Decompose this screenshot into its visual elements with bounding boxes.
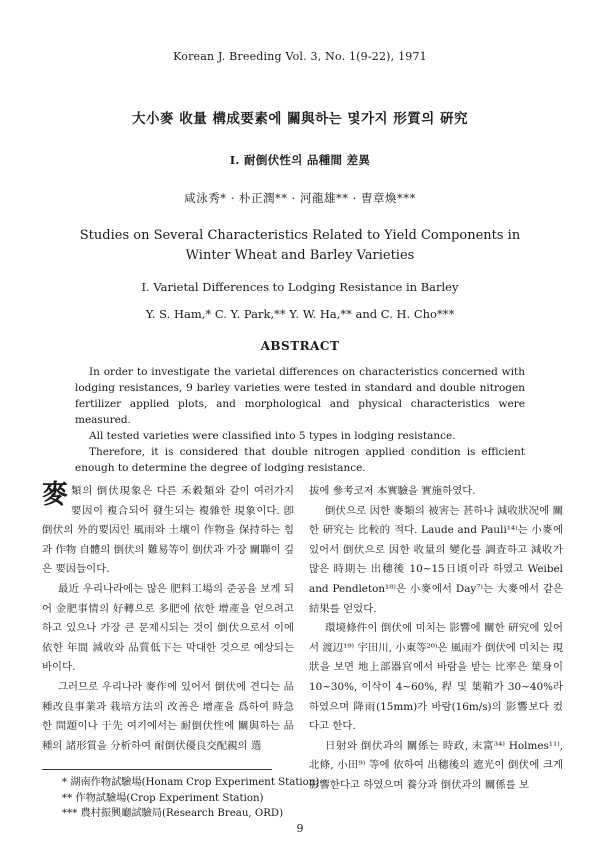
footnote: * 湖南作物試驗場(Honam Crop Experiment Station) <box>62 777 320 788</box>
footnote: ** 作物試驗場(Crop Experiment Station) <box>62 792 264 804</box>
english-title-line-2: Winter Wheat and Barley Varieties <box>185 248 415 263</box>
abstract-paragraph: All tested varieties were classified into 5 types in lodging resistance. <box>89 430 456 442</box>
english-title <box>0 226 600 266</box>
drop-cap: 麥 <box>42 480 69 510</box>
body-paragraph <box>42 482 294 580</box>
abstract-heading: ABSTRACT <box>260 339 340 353</box>
korean-authors: 咸泳秀* · 朴正潤** · 河龍雄** · 曺章煥*** <box>184 191 416 205</box>
abstract-paragraph: In order to investigate the varietal differences on characteristics concerned with lodging resistances, 9 barley varieties were tested in standard and double nitrogen fertilizer applied plots, and morphological and physical characteristics were measured. <box>75 366 525 426</box>
body-paragraph: 拔에 參考코저 本實驗을 實施하였다. <box>309 485 476 497</box>
footnote: *** 農村振興廳試驗局(Research Breau, ORD) <box>62 808 284 819</box>
footnotes <box>42 775 342 822</box>
body-column-left <box>42 482 294 756</box>
english-subtitle: I. Varietal Differences to Lodging Resistance in Barley <box>141 280 459 294</box>
body-paragraph-text: 類의 倒伏現象은 다른 禾穀類와 같이 여러가지 要因이 複合되어 發生되는 複雜한 現象이다. 卽 倒伏의 外的要因인 風雨와 土壤이 作物을 保持하는 힘과 作物 自體의 倒伏의 難易等이 倒伏과 가장 關聯이 깊은 要因들이다. <box>42 485 294 576</box>
page-number: 9 <box>296 822 304 835</box>
english-title-line-1: Studies on Several Characteristics Related to Yield Components in <box>79 228 521 243</box>
body-paragraph: 日射와 倒伏과의 關係는 時政, 末富³⁴⁾ Holmes¹¹⁾, 北條, 小田⁹⁾ 等에 依하여 出穗後의 遮光이 倒伏에 크게 影響한다고 하였으며 養分과 倒伏과의 關係를 보 <box>309 739 563 791</box>
journal-header: Korean J. Breeding Vol. 3, No. 1(9-22), 1971 <box>173 50 427 63</box>
body-column-right <box>309 482 563 796</box>
korean-subtitle: I. 耐倒伏性의 品種間 差異 <box>229 153 371 167</box>
english-authors: Y. S. Ham,* C. Y. Park,** Y. W. Ha,** and C. H. Cho*** <box>145 307 455 321</box>
body-paragraph: 倒伏으로 因한 麥類의 被害는 甚하나 減收狀况에 關한 硏究는 比較的 적다. Laude and Pauli¹⁴⁾는 小麥에 있어서 倒伏으로 因한 收量의 變化를 調査하고 減收가 많은 時期는 出穗後 10~15日頃이라 하였고 Weibel and Pendleton¹⁸⁾은 小麥에서 Day⁷⁾는 大麥에서 같은 結果를 얻었다. <box>309 504 563 615</box>
footnote-divider <box>42 769 272 770</box>
body-paragraph: 最近 우리나라에는 많은 肥料工場의 준공을 보게 되어 金肥事情의 好轉으로 多肥에 依한 增產을 얻으려고 하고 있으나 가장 큰 문제시되는 것이 倒伏으로서 이에 依한 年間 減收와 品質低下는 막대한 것으로 예상되는 바이다. <box>42 582 294 674</box>
abstract <box>75 364 525 476</box>
abstract-paragraph: Therefore, it is considered that double nitrogen applied condition is efficient enough to determine the degree of lodging resistance. <box>75 446 525 474</box>
body-paragraph: 環境條件이 倒伏에 미치는 影響에 關한 硏究에 있어서 渡辺¹⁹⁾ 宇田川, 小東等²⁰⁾은 風雨가 倒伏에 미치는 現狀을 보면 地上部器官에서 바람을 받는 比率은 葉身이 10~30%, 이삭이 4~60%, 稈 및 葉鞘가 30~40%라 하였으며 降雨(15mm)가 바람(16m/s)의 影響보다 컸다고 한다. <box>309 622 563 733</box>
korean-title: 大小麥 收量 構成要素에 關與하는 몇가지 形質의 硏究 <box>132 111 468 127</box>
body-paragraph: 그러므로 우리나라 麥作에 있어서 倒伏에 견디는 品種改良事業과 栽培方法의 改善은 增產을 爲하여 時急한 問題이나 于先 여기에서는 耐倒伏性에 關與하는 品種의 諸形質을 分析하여 耐倒伏優良交配親의 選 <box>42 680 294 752</box>
